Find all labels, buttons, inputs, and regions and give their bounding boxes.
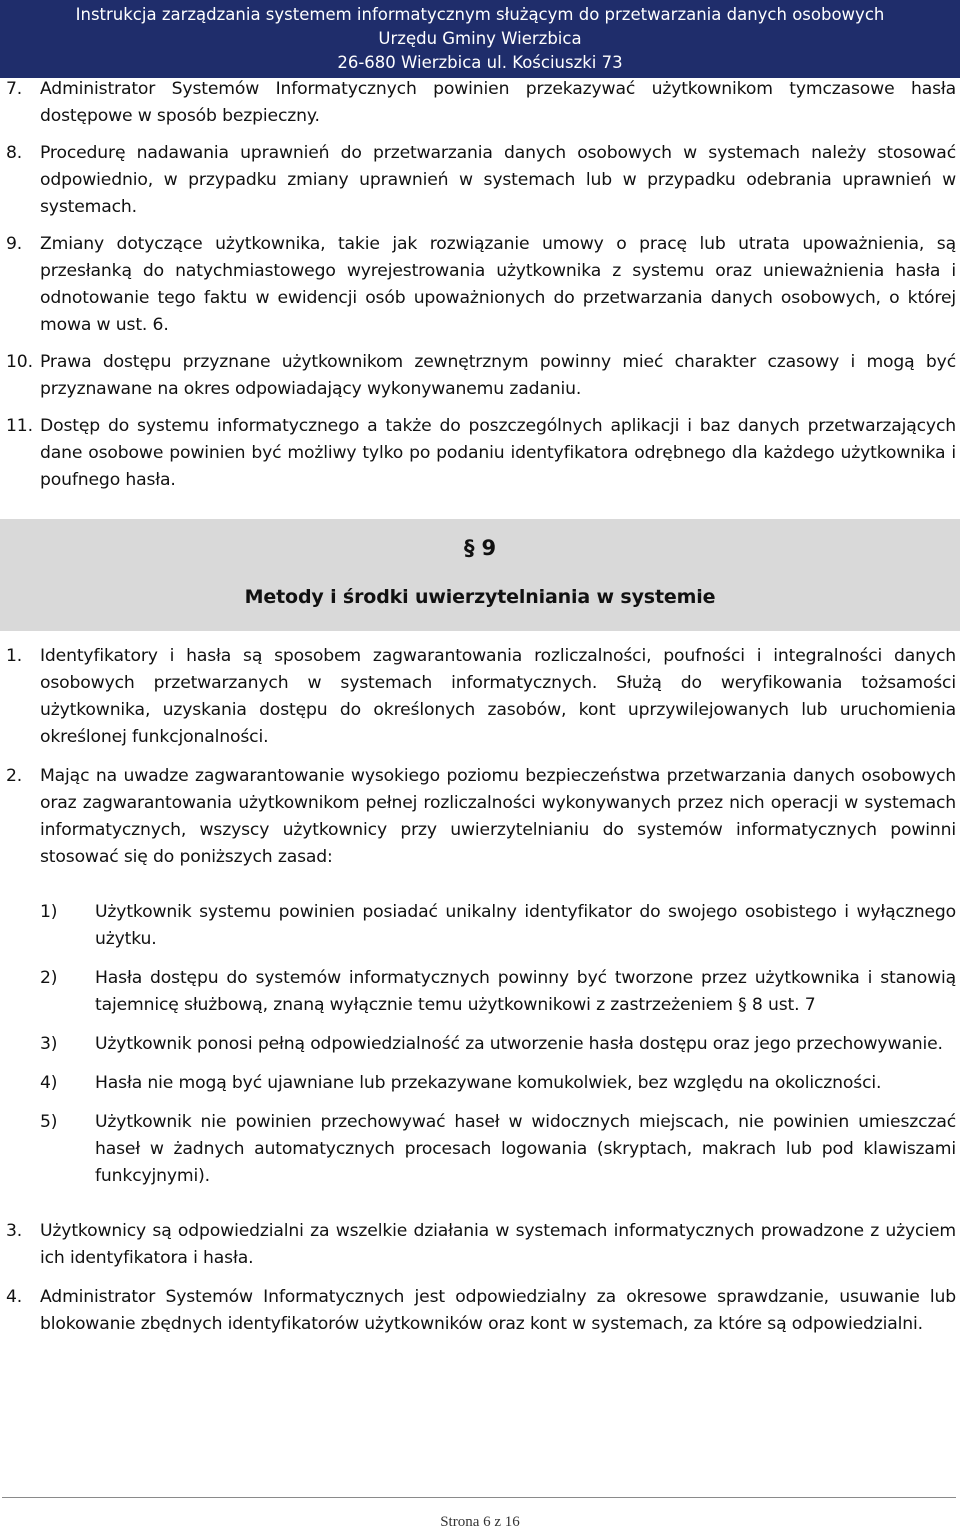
- subitem-text: Użytkownik nie powinien przechowywać haseł w widocznych miejscach, nie powinien umieszczać haseł w żadnych automatycznych procesach logowania (skryptach, makrach lub pod klawiszami funkcyjnymi).: [95, 1112, 956, 1186]
- item-text: Zmiany dotyczące użytkownika, takie jak rozwiązanie umowy o pracę lub utrata upoważnienia, są przesłanką do natychmiastowego wyrejestrowania użytkownika z systemu oraz unieważnienia hasła i odnotowanie tego faktu w ewidencji osób upoważnionych do przetwarzania danych osobowych, o której mowa w ust. 6.: [40, 234, 956, 335]
- item-text: Identyfikatory i hasła są sposobem zagwarantowania rozliczalności, poufności i integralności danych osobowych przetwarzanych w systemach informatycznych. Służą do weryfikowania tożsamości użytkownika, uzyskania dostępu do określonych zasobów, kont uprzywilejowanych lub uruchomienia określonej funkcjonalności.: [40, 646, 956, 747]
- list-item: [0, 643, 960, 751]
- page-number: Strona 6 z 16: [440, 1514, 520, 1530]
- section-heading: [0, 519, 960, 631]
- list-item: [0, 763, 960, 871]
- list-item: [0, 140, 960, 221]
- footer-divider: [2, 1497, 956, 1498]
- section-title: Metody i środki uwierzytelniania w systemie: [244, 586, 716, 608]
- sublist-item: [0, 1031, 960, 1058]
- subitem-number: 2): [40, 968, 58, 988]
- subitem-number: 1): [40, 902, 58, 922]
- sublist-item: [0, 965, 960, 1019]
- list-item: [0, 231, 960, 339]
- subitem-text: Użytkownik systemu powinien posiadać unikalny identyfikator do swojego osobistego i wyłącznego użytku.: [95, 902, 956, 949]
- item-text: Prawa dostępu przyznane użytkownikom zewnętrznym powinny mieć charakter czasowy i mogą być przyznawane na okres odpowiadający wykonywanemu zadaniu.: [40, 352, 956, 399]
- list-item: [0, 1218, 960, 1272]
- subitem-text: Użytkownik ponosi pełną odpowiedzialność za utworzenie hasła dostępu oraz jego przechowywanie.: [95, 1034, 943, 1054]
- header-address: 26-680 Wierzbica ul. Kościuszki 73: [337, 53, 623, 72]
- sublist-item: [0, 1070, 960, 1097]
- list-item: [0, 76, 960, 130]
- subitem-text: Hasła nie mogą być ujawniane lub przekazywane komukolwiek, bez względu na okoliczności.: [95, 1073, 882, 1093]
- item-text: Administrator Systemów Informatycznych jest odpowiedzialny za okresowe sprawdzanie, usuwanie lub blokowanie zbędnych identyfikatorów użytkowników oraz kont w systemach, za które są odpowiedzialni.: [40, 1287, 956, 1334]
- item-text: Dostęp do systemu informatycznego a także do poszczególnych aplikacji i baz danych przetwarzających dane osobowe powinien być możliwy tylko po podaniu identyfikatora odrębnego dla każdego użytkownika i poufnego hasła.: [40, 416, 956, 490]
- item-number: 1.: [6, 646, 23, 666]
- item-number: 4.: [6, 1287, 23, 1307]
- item-text: Administrator Systemów Informatycznych powinien przekazywać użytkownikom tymczasowe hasła dostępowe w sposób bezpieczny.: [40, 79, 956, 126]
- section-number: § 9: [464, 536, 496, 560]
- header-title: Instrukcja zarządzania systemem informatycznym służącym do przetwarzania danych osobowych: [75, 5, 885, 24]
- document-header: [0, 0, 960, 78]
- rules-sublist: [0, 899, 960, 1190]
- item-number: 3.: [6, 1221, 23, 1241]
- subitem-number: 4): [40, 1073, 58, 1093]
- subitem-number: 5): [40, 1112, 58, 1132]
- document-body: [0, 76, 960, 1350]
- item-number: 8.: [6, 143, 23, 163]
- list-item: [0, 1284, 960, 1338]
- list-item: [0, 413, 960, 494]
- item-text: Użytkownicy są odpowiedzialni za wszelkie działania w systemach informatycznych prowadzone z użyciem ich identyfikatora i hasła.: [40, 1221, 956, 1268]
- item-number: 9.: [6, 234, 23, 254]
- item-text: Procedurę nadawania uprawnień do przetwarzania danych osobowych w systemach należy stosować odpowiednio, w przypadku zmiany uprawnień w systemach lub w przypadku odebrania uprawnień w systemach.: [40, 143, 956, 217]
- item-number: 2.: [6, 766, 23, 786]
- header-office: Urzędu Gminy Wierzbica: [378, 29, 582, 48]
- sublist-item: [0, 1109, 960, 1190]
- subitem-text: Hasła dostępu do systemów informatycznych powinny być tworzone przez użytkownika i stanowią tajemnicę służbową, znaną wyłącznie temu użytkownikowi z zastrzeżeniem § 8 ust. 7: [95, 968, 956, 1015]
- top-items-list: [0, 76, 960, 494]
- subitem-number: 3): [40, 1034, 58, 1054]
- section-items-list: [0, 643, 960, 1338]
- list-item: [0, 349, 960, 403]
- item-number: 11.: [6, 416, 33, 436]
- item-number: 10.: [6, 352, 33, 372]
- sublist-item: [0, 899, 960, 953]
- item-text: Mając na uwadze zagwarantowanie wysokiego poziomu bezpieczeństwa przetwarzania danych osobowych oraz zagwarantowania użytkownikom pełnej rozliczalności wykonywanych przez nich operacji w systemach informatycznych, wszyscy użytkownicy przy uwierzytelnianiu do systemów informatycznych powinni stosować się do poniższych zasad:: [40, 766, 956, 867]
- item-number: 7.: [6, 79, 23, 99]
